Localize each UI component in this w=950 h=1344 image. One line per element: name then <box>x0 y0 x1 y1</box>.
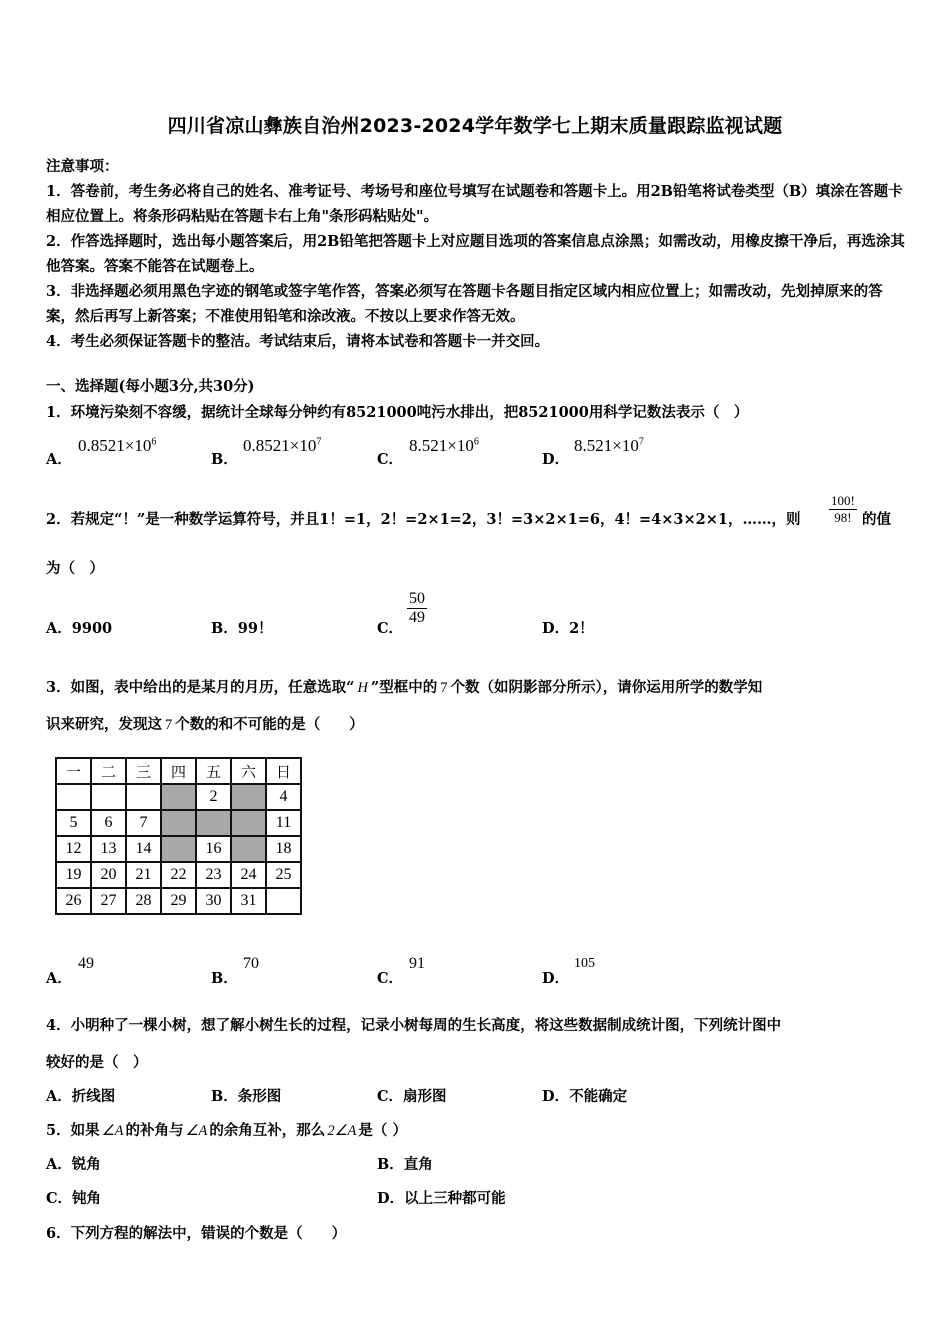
calendar-cell: 21 <box>126 862 161 888</box>
question-5-stem: 5．如果 ∠A 的补角与 ∠A 的余角互补，那么 2∠A 是（ ） <box>46 1122 407 1139</box>
calendar-cell: 25 <box>266 862 301 888</box>
calendar-cell: 28 <box>126 888 161 914</box>
q3-option-c-value: 91 <box>409 955 425 972</box>
q4-option-c: C．扇形图 <box>377 1088 447 1105</box>
calendar-cell: 11 <box>266 810 301 836</box>
calendar-header-cell: 三 <box>126 758 161 784</box>
calendar-header-cell: 二 <box>91 758 126 784</box>
q2-option-c-label: C． <box>377 620 404 637</box>
calendar-cell-shaded <box>196 810 231 836</box>
q4-option-d: D．不能确定 <box>542 1088 628 1105</box>
calendar-row <box>56 862 301 888</box>
q3-option-b-label: B． <box>211 970 238 987</box>
q3-option-d-label: D． <box>542 970 570 987</box>
q1-option-d-label: D． <box>542 451 570 468</box>
calendar-cell: 23 <box>196 862 231 888</box>
calendar-row <box>56 810 301 836</box>
question-6-stem: 6．下列方程的解法中，错误的个数是（ ） <box>46 1225 347 1242</box>
calendar-cell: 5 <box>56 810 91 836</box>
note-item: 1．答卷前，考生务必将自己的姓名、准考证号、考场号和座位号填写在试题卷和答题卡上。用2B铅笔将试卷类型（B）填涂在答题卡相应位置上。将条形码粘贴在答题卡右上角"条形码粘贴处"。 <box>46 183 903 225</box>
calendar-cell: 4 <box>266 784 301 810</box>
calendar-cell: 31 <box>231 888 266 914</box>
calendar-cell <box>56 784 91 810</box>
calendar-table <box>55 757 302 915</box>
calendar-cell: 29 <box>161 888 196 914</box>
calendar-cell: 27 <box>91 888 126 914</box>
q5-option-a: A．锐角 <box>46 1156 101 1173</box>
q1-option-c-label: C． <box>377 451 404 468</box>
question-4-stem: 4．小明种了一棵小树，想了解小树生长的过程，记录小树每周的生长高度，将这些数据制成统计图，下列统计图中 <box>46 1017 782 1034</box>
q1-option-c-value: $8.521\times 10^6$ <box>409 436 479 455</box>
q2-fraction-denominator: 98! <box>834 510 852 525</box>
calendar-cell-shaded <box>161 784 196 810</box>
calendar-cell <box>126 784 161 810</box>
calendar-cell <box>266 888 301 914</box>
calendar-header-cell: 一 <box>56 758 91 784</box>
q5-option-d: D．以上三种都可能 <box>377 1190 506 1207</box>
q3-option-b-value: 70 <box>243 955 259 972</box>
q2-option-b: B．99！ <box>211 620 273 637</box>
q2-fraction <box>829 493 857 526</box>
calendar-header-cell: 五 <box>196 758 231 784</box>
calendar-cell: 26 <box>56 888 91 914</box>
question-4-stem-line2: 较好的是（ ） <box>46 1054 148 1071</box>
q2-option-d: D．2！ <box>542 620 594 637</box>
calendar-cell-shaded <box>231 810 266 836</box>
q1-option-d-value: $8.521\times 10^7$ <box>574 436 644 455</box>
q2-fraction-numerator: 100! <box>831 493 855 508</box>
page-title: 四川省凉山彝族自治州2023-2024学年数学七上期末质量跟踪监视试题 <box>167 115 783 137</box>
question-3-stem-line2: 识来研究，发现这 7 个数的和不可能的是（ ） <box>46 716 364 733</box>
calendar-cell: 16 <box>196 836 231 862</box>
q5-option-c: C．钝角 <box>46 1190 102 1207</box>
calendar-cell: 7 <box>126 810 161 836</box>
calendar-cell: 24 <box>231 862 266 888</box>
calendar-cell: 22 <box>161 862 196 888</box>
q1-option-b-value: $0.8521\times 10^7$ <box>243 436 322 455</box>
q3-option-c-label: C． <box>377 970 404 987</box>
calendar-cell: 2 <box>196 784 231 810</box>
calendar-cell-shaded <box>231 784 266 810</box>
question-1-stem: 1．环境污染刻不容缓，据统计全球每分钟约有8521000吨污水排出，把8521000用科学记数法表示（ ） <box>46 404 749 421</box>
notes-block <box>46 154 906 354</box>
calendar-cell: 19 <box>56 862 91 888</box>
question-2-stem-end: 的值 <box>862 511 891 528</box>
section-heading: 一、选择题(每小题3分,共30分) <box>46 378 255 395</box>
q1-option-a-label: A． <box>46 451 72 468</box>
q3-option-d-value: 105 <box>574 956 595 971</box>
calendar-cell-shaded <box>161 810 196 836</box>
q4-option-a: A．折线图 <box>46 1088 116 1105</box>
note-item: 4．考生必须保证答题卡的整洁。考试结束后，请将本试卷和答题卡一并交回。 <box>46 333 550 350</box>
calendar-header-cell: 四 <box>161 758 196 784</box>
calendar-cell: 20 <box>91 862 126 888</box>
notes-heading: 注意事项： <box>46 158 119 175</box>
q2-option-a: A．9900 <box>46 620 113 637</box>
calendar-cell: 13 <box>91 836 126 862</box>
q1-option-a-value: $0.8521\times 10^6$ <box>78 436 157 455</box>
q3-option-a-label: A． <box>46 970 72 987</box>
calendar-row <box>56 784 301 810</box>
calendar-header-row <box>56 758 301 784</box>
calendar-cell: 14 <box>126 836 161 862</box>
calendar-cell <box>91 784 126 810</box>
calendar-cell: 18 <box>266 836 301 862</box>
question-3-stem: 3．如图，表中给出的是某月的月历，任意选取“ H ”型框中的 7 个数（如阴影部分所示），请你运用所学的数学知 <box>46 679 763 696</box>
q5-option-b: B．直角 <box>377 1156 433 1173</box>
q1-option-b-label: B． <box>211 451 238 468</box>
note-item: 3．非选择题必须用黑色字迹的钢笔或签字笔作答，答案必须写在答题卡各题目指定区域内相应位置上；如需改动，先划掉原来的答案，然后再写上新答案；不准使用铅笔和涂改液。不按以上要求作答无效。 <box>46 283 883 325</box>
q2-option-c-fraction: $\frac{50}{49}$ <box>409 590 425 626</box>
calendar-cell: 6 <box>91 810 126 836</box>
calendar-cell-shaded <box>231 836 266 862</box>
q3-option-a-value: 49 <box>78 955 94 972</box>
calendar-cell: 12 <box>56 836 91 862</box>
calendar-cell-shaded <box>161 836 196 862</box>
calendar-cell: 30 <box>196 888 231 914</box>
calendar-header-cell: 六 <box>231 758 266 784</box>
note-item: 2．作答选择题时，选出每小题答案后，用2B铅笔把答题卡上对应题目选项的答案信息点涂黑；如需改动，用橡皮擦干净后，再选涂其他答案。答案不能答在试题卷上。 <box>46 233 905 275</box>
calendar-row <box>56 888 301 914</box>
calendar-row <box>56 836 301 862</box>
q4-option-b: B．条形图 <box>211 1088 282 1105</box>
question-2-stem-line2: 为（ ） <box>46 560 104 577</box>
calendar-header-cell: 日 <box>266 758 301 784</box>
question-2-stem: 2．若规定“！”是一种数学运算符号，并且1！=1，2！=2×1=2，3！=3×2×1=6，4！=4×3×2×1，……，则 <box>46 511 801 528</box>
